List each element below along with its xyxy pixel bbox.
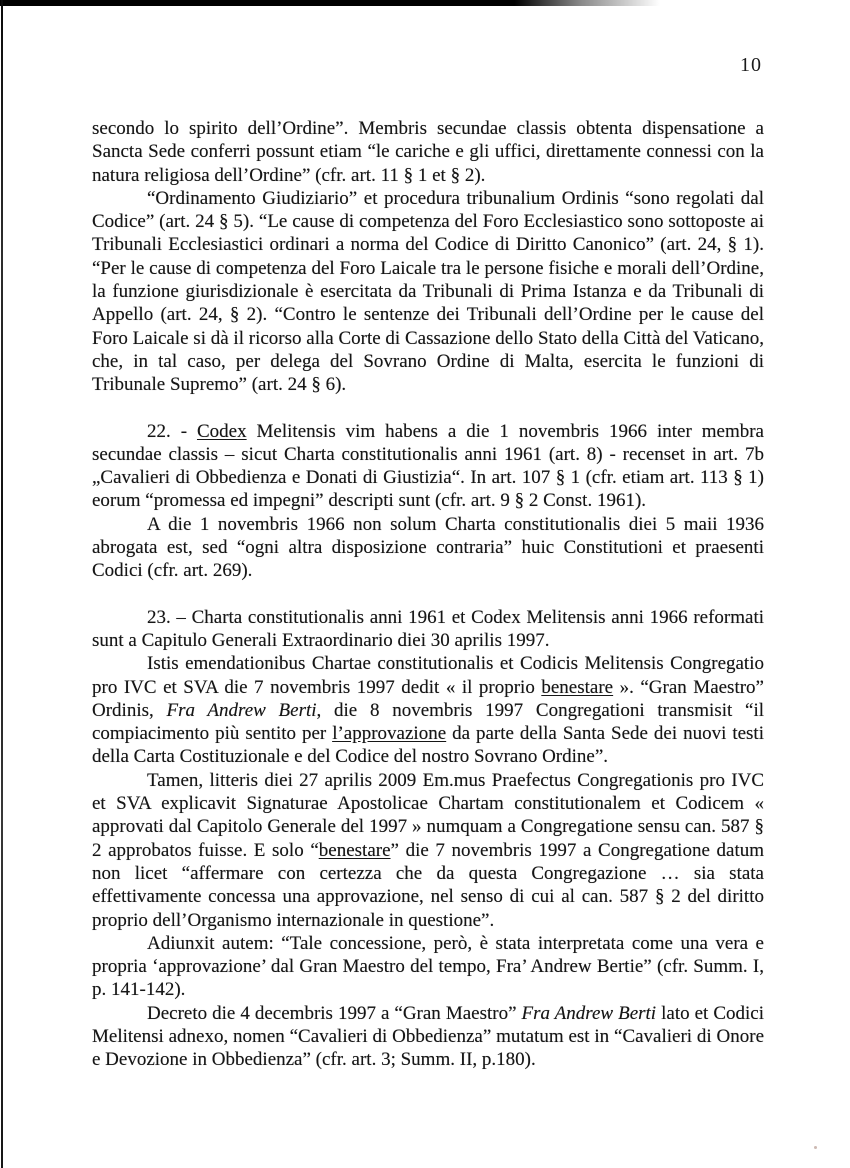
para-a-die-1966	[92, 513, 764, 583]
text-run: ». “Gran Maestro” Ordinis,	[92, 676, 764, 721]
text-run: A die 1 novembris 1966 non solum Charta constitutionalis diei 5 maii 1936 abrogata est, sed “ogni altra disposizione contraria” huic Constitutioni et praesenti Codici (cfr. art. 269).	[92, 513, 764, 582]
text-run: 23. – Charta constitutionalis anni 1961 et Codex Melitensis anni 1966 reformati sunt a Capitulo Generali Extraordinario diei 30 aprilis 1997.	[92, 606, 764, 651]
para-adiunxit-autem	[92, 932, 764, 1002]
text-run: benestare	[318, 839, 391, 861]
text-run: Adiunxit autem: “Tale concessione, però, è stata interpretata come una vera e propria ‘approvazione’ dal Gran Maestro del tempo, Fra’ Andrew Bertie” (cfr. Summ. I, p. 141-142).	[92, 932, 764, 1001]
para-ordinamento-giudiziario	[92, 187, 764, 397]
page-number: 10	[740, 54, 762, 76]
text-run: Fra Andrew Berti	[166, 699, 317, 721]
text-run: benestare	[541, 676, 614, 698]
para-tamen-litteris	[92, 769, 764, 932]
text-run: secondo lo spirito dell’Ordine”. Membris secundae classis obtenta dispensatione a Sancta Sede conferri possunt etiam “le cariche e gli uffici, direttamente connessi con la natura religiosa dell’Ordine” (cfr. art. 11 § 1 et § 2).	[92, 118, 764, 186]
text-run: Istis emendationibus Chartae constitutionalis et Codicis Melitensis Congregatio pro IVC et SVA die 7 novembris 1997 dedit « il proprio	[92, 653, 764, 698]
text-run: “Ordinamento Giudiziario” et procedura tribunalium Ordinis “sono regolati dal Codice” (art. 24 § 5). “Le cause di competenza del Foro Ecclesiastico sono sottoposte ai Tribunali Ecclesiastici ordinari a norma del Codice di Diritto Canonico” (art. 24, § 1). “Per le cause di competenza del Foro Laicale tra le persone fisiche e morali dell’Ordine, la funzione giurisdizionale è esercitata da Tribunali di Prima Istanza e da Tribunali di Appello (art. 24, § 2). “Contro le sentenze dei Tribunali dell’Ordine per le cause del Foro Laicale si dà il ricorso alla Corte di Cassazione dello Stato della Città del Vaticano, che, in tal caso, per delega del Sovrano Ordine di Malta, esercita le funzioni di Tribunale Supremo” (art. 24 § 6).	[92, 187, 764, 396]
para-decreto	[92, 1002, 764, 1072]
text-run: Fra Andrew Berti	[521, 1002, 657, 1024]
text-run: 22. -	[147, 420, 197, 442]
para-continuation	[92, 117, 764, 187]
scan-edge-left	[1, 0, 3, 1168]
text-run: lato et Codici Melitensi adnexo, nomen “Cavalieri di Obbedienza” mutatum est in “Cavalieri di Onore e Devozione in Obbedienza” (cfr. art. 3; Summ. II, p.180).	[92, 1002, 764, 1071]
text-run: , die 8 novembris 1997 Congregationi transmisit “il compiacimento più sentito per	[92, 699, 765, 745]
scan-edge-top	[0, 0, 660, 6]
para-istis-emendationibus	[92, 652, 764, 768]
para-section-23	[92, 606, 764, 653]
para-section-22	[92, 420, 764, 513]
text-run: Codex	[196, 420, 247, 442]
text-run: l’approvazione	[332, 723, 447, 745]
text-run: Tamen, litteris diei 27 aprilis 2009 Em.mus Praefectus Congregationis pro IVC et SVA explicavit Signaturae Apostolicae Chartam constitutionalem et Codicem « approvati dal Capitolo Generale del 1997 » numquam a Congregatione sensu can. 587 § 2 approbatos fuisse. E solo “	[92, 769, 764, 861]
text-run: da parte della Santa Sede dei nuovi testi della Carta Costituzionale e del Codice del nostro Sovrano Ordine”.	[92, 723, 764, 768]
scan-speck	[814, 1146, 817, 1149]
text-run: Melitensis vim habens a die 1 novembris 1966 inter membra secundae classis – sicut Charta constitutionalis anni 1961 (art. 8) - recenset in art. 7b „Cavalieri di Obbedienza e Donati di Giustizia“. In art. 107 § 1 (cfr. etiam art. 113 § 1) eorum “promessa ed impegni” descripti sunt (cfr. art. 9 § 2 Const. 1961).	[92, 420, 764, 512]
text-run: Decreto die 4 decembris 1997 a “Gran Maestro”	[147, 1002, 522, 1024]
document-body	[92, 117, 764, 1072]
text-run: ” die 7 novembris 1997 a Congregatione datum non licet “affermare con certezza che da questa Congregazione … sia stata effettivamente concessa una approvazione, nel senso di cui al can. 587 § 2 del diritto proprio dell’Organismo internazionale in questione”.	[92, 839, 765, 931]
